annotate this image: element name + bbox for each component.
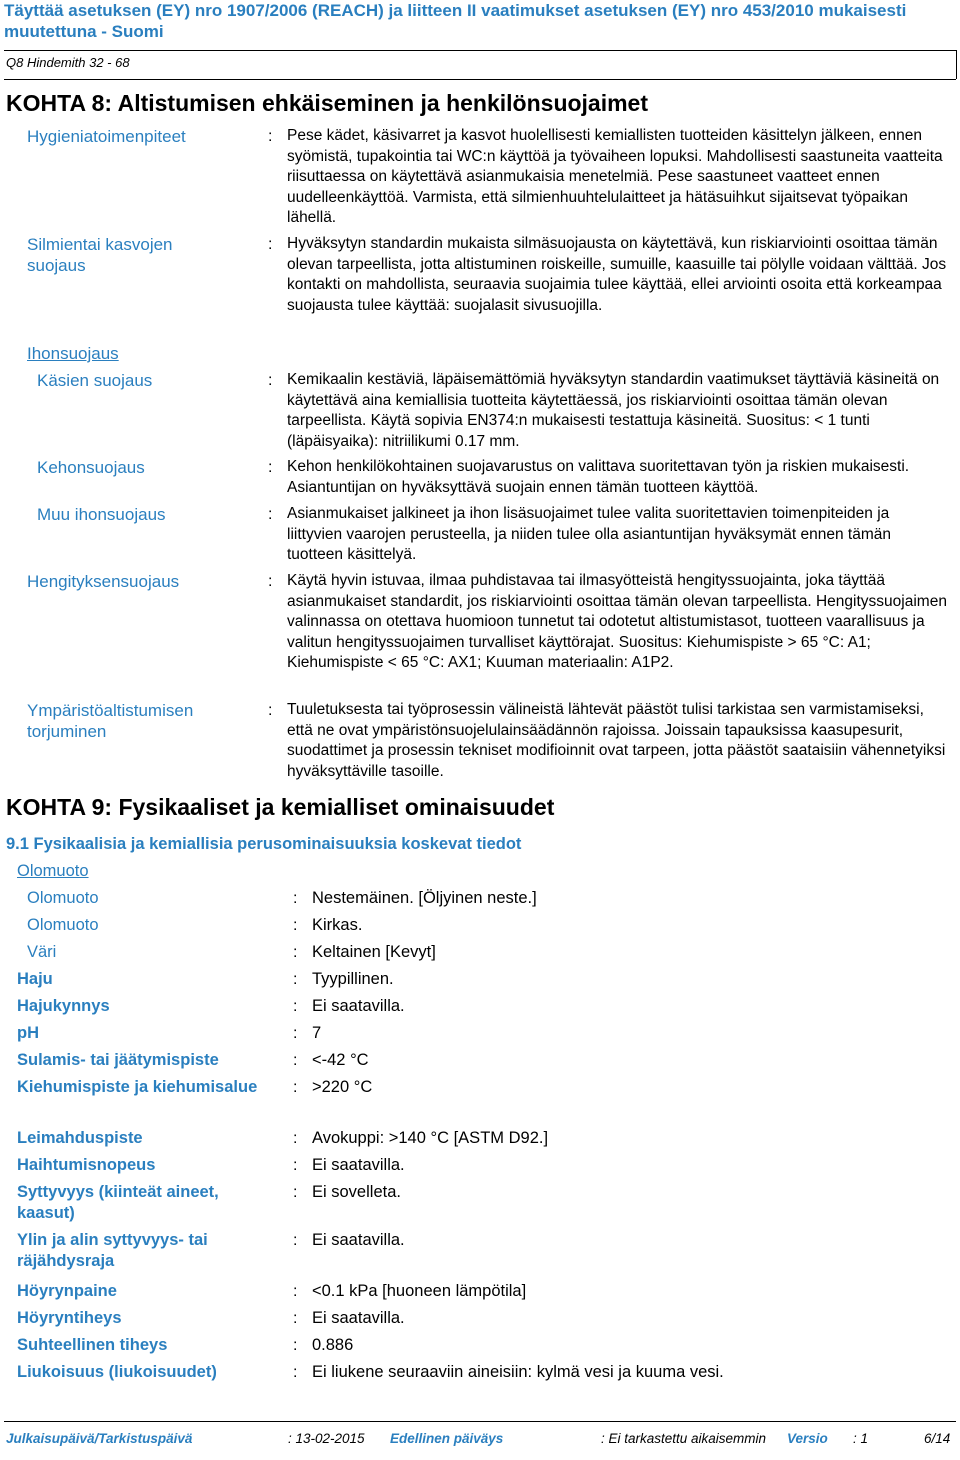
property-label: Haihtumisnopeus — [17, 1156, 156, 1174]
property-label: Syttyvyys (kiinteät aineet, kaasut) — [17, 1183, 219, 1222]
property-value: Tyypillinen. — [312, 970, 394, 988]
eye-protection-label: Silmientai kasvojen suojaus — [27, 235, 173, 275]
colon: : — [293, 1283, 298, 1300]
respiratory-protection-label: Hengityksensuojaus — [27, 572, 180, 591]
property-value: Avokuppi: >140 °C [ASTM D92.] — [312, 1129, 549, 1147]
property-value: Ei saatavilla. — [312, 1156, 405, 1174]
colon: : — [293, 1052, 298, 1069]
previous-date-label: Edellinen päiväys — [390, 1431, 504, 1446]
colon: : — [293, 1130, 298, 1147]
version-label: Versio — [787, 1431, 828, 1446]
eye-protection-text: Hyväksytyn standardin mukaista silmäsuojausta on käytettävä, kun riskiarviointi osoittaa tämän olevan tarpeellista, jotta altistuminen roiskeille, sumuille, kaasuille tai pölylle voidaan välttää. Jos kontakti on mahdollista, seuraavia suojaimia tulee käyttää, ellei arviointi osoita että korkeampaa suojausta tulee käyttää: suojalasit sivusuojilla. — [287, 235, 947, 314]
version-value: : 1 — [853, 1431, 869, 1446]
other-skin-protection-label: Muu ihonsuojaus — [37, 505, 166, 524]
appearance-heading: Olomuoto — [17, 862, 89, 880]
other-skin-protection-text: Asianmukaiset jalkineet ja ihon lisäsuojaimet tulee valita suoritettavien toimenpiteiden ja liittyvien vaarojen perusteella, ja niiden tulee olla asiantuntijan hyväksymät ennen tämän tuotteen käsittelyä. — [287, 505, 892, 564]
page-number: 6/14 — [924, 1431, 951, 1446]
property-label: Olomuoto — [27, 916, 99, 934]
section-9-1-subheading: 9.1 Fysikaalisia ja kemiallisia perusominaisuuksia koskevat tiedot — [6, 835, 522, 853]
colon: : — [293, 1157, 298, 1174]
property-label: Ylin ja alin syttyvyys- tai räjähdysraja — [17, 1231, 208, 1270]
product-divider — [4, 79, 956, 80]
property-value: Ei saatavilla. — [312, 1231, 405, 1249]
skin-protection-heading: Ihonsuojaus — [27, 344, 119, 363]
colon: : — [293, 944, 298, 961]
environmental-exposure-label: Ympäristöaltistumisen torjuminen — [27, 701, 194, 741]
property-label: Olomuoto — [27, 889, 99, 907]
colon: : — [293, 1337, 298, 1354]
property-value: Ei saatavilla. — [312, 997, 405, 1015]
issue-date-label: Julkaisupäivä/Tarkistuspäivä — [6, 1431, 193, 1446]
property-label: Kiehumispiste ja kiehumisalue — [17, 1078, 258, 1096]
colon: : — [293, 890, 298, 907]
colon: : — [268, 459, 273, 476]
property-value: <0.1 kPa [huoneen lämpötila] — [312, 1282, 527, 1300]
colon: : — [268, 236, 273, 253]
colon: : — [293, 1232, 298, 1249]
environmental-exposure-text: Tuuletuksesta tai työprosessin välineistä lähtevät päästöt tulisi tarkistaa sen varmistamiseksi, että ne ovat ympäristönsuojelulainsäädännön rajoissa. Joissain tapauksissa kaasupesurit, suodattimet ja prosessin tekniset modifioinnit ovat tarpeen, jotta päästöt saataisiin vähennetyiksi hyväksyttäville tasoille. — [287, 701, 946, 780]
colon: : — [268, 506, 273, 523]
hand-protection-label: Käsien suojaus — [37, 371, 153, 390]
hygiene-text: Pese kädet, käsivarret ja kasvot huolellisesti kemiallisten tuotteiden käsittelyn jälkeen, ennen syömistä, tupakointia tai WC:n käyttöä ja työvaiheen lopuksi. Mahdollisesti saastuneita vaatteita riisuttaessa on käytettävä asianmukaisia menetelmiä. Pese saastuneet vaatteet ennen uudelleenkäyttöä. Varmista, että silmienhuuhtelulaitteet ja hätäsuihkut sijaitsevat työpaikan lähellä. — [287, 127, 943, 227]
property-value: Kirkas. — [312, 916, 363, 934]
previous-date-value: : Ei tarkastettu aikaisemmin — [601, 1431, 767, 1446]
body-protection-text: Kehon henkilökohtainen suojavarustus on valittava suoritettavan työn ja riskien mukaisesti. Asiantuntijan on hyväksyttävä suojain ennen tämän tuotteen käyttöä. — [287, 458, 910, 496]
colon: : — [268, 372, 273, 389]
section-8-heading: KOHTA 8: Altistumisen ehkäiseminen ja henkilönsuojaimet — [6, 90, 649, 116]
body-protection-label: Kehonsuojaus — [37, 458, 145, 477]
property-label: Hajukynnys — [17, 997, 110, 1015]
colon: : — [268, 573, 273, 590]
colon: : — [293, 1184, 298, 1201]
property-label: Sulamis- tai jäätymispiste — [17, 1051, 219, 1069]
property-value: 0.886 — [312, 1336, 354, 1354]
hand-protection-text: Kemikaalin kestäviä, läpäisemättömiä hyväksytyn standardin vaatimukset täyttäviä käsineitä on käytettävä aina kemiallisia tuotteita käytettäessä, jos riskiarviointi osoittaa tämän olevan tarpeellista. Käytä sopivia EN374:n mukaisesti testattuja käsineitä. Suositus: < 1 tunti (läpäisyaika): nitriilikumi 0.17 mm. — [287, 371, 940, 450]
colon: : — [293, 1079, 298, 1096]
header-divider — [4, 50, 956, 51]
property-label: Höyryntiheys — [17, 1309, 122, 1327]
property-label: Suhteellinen tiheys — [17, 1336, 168, 1354]
property-value: Ei saatavilla. — [312, 1309, 405, 1327]
document-header-title: Täyttää asetuksen (EY) nro 1907/2006 (REACH) ja liitteen II vaatimukset asetuksen (EY) nro 453/2010 mukaisesti muutettuna - Suomi — [4, 1, 907, 41]
property-value: Nestemäinen. [Öljyinen neste.] — [312, 889, 537, 907]
property-value: Keltainen [Kevyt] — [312, 943, 436, 961]
colon: : — [293, 971, 298, 988]
colon: : — [268, 128, 273, 145]
product-name: Q8 Hindemith 32 - 68 — [6, 55, 130, 70]
section-9-heading: KOHTA 9: Fysikaaliset ja kemialliset ominaisuudet — [6, 794, 555, 820]
property-label: Haju — [17, 970, 53, 988]
colon: : — [293, 917, 298, 934]
colon: : — [293, 1310, 298, 1327]
colon: : — [293, 998, 298, 1015]
property-label: Liukoisuus (liukoisuudet) — [17, 1363, 217, 1381]
issue-date-value: : 13-02-2015 — [288, 1431, 365, 1446]
property-value: >220 °C — [312, 1078, 373, 1096]
footer-divider — [4, 1421, 956, 1422]
product-box-right-edge — [956, 50, 957, 79]
colon: : — [293, 1025, 298, 1042]
property-value: Ei sovelleta. — [312, 1183, 401, 1201]
property-label: Leimahduspiste — [17, 1129, 143, 1147]
property-value: <-42 °C — [312, 1051, 369, 1069]
property-label: Väri — [27, 943, 57, 961]
colon: : — [268, 702, 273, 719]
colon: : — [293, 1364, 298, 1381]
property-value: 7 — [312, 1024, 322, 1042]
property-value: Ei liukene seuraaviin aineisiin: kylmä vesi ja kuuma vesi. — [312, 1363, 724, 1381]
property-label: Höyrynpaine — [17, 1282, 117, 1300]
property-label: pH — [17, 1024, 39, 1042]
hygiene-label: Hygieniatoimenpiteet — [27, 127, 186, 146]
respiratory-protection-text: Käytä hyvin istuvaa, ilmaa puhdistavaa tai ilmasyötteistä hengityssuojainta, joka täyttää asianmukaiset standardit, jos riskiarviointi osoittaa tämän olevan tarpeellista. Hengityssuojaimen valinnassa on otettava huomioon tunnetut tai odotetut altistumistasot, tuotteen vaarallisuus ja valitun hengityssuojaimen turvalliset käyttörajat. Suositus: Kiehumispiste > 65 °C: A1; Kiehumispiste < 65 °C: AX1; Kuuman materiaalin: A1P2. — [287, 572, 947, 672]
